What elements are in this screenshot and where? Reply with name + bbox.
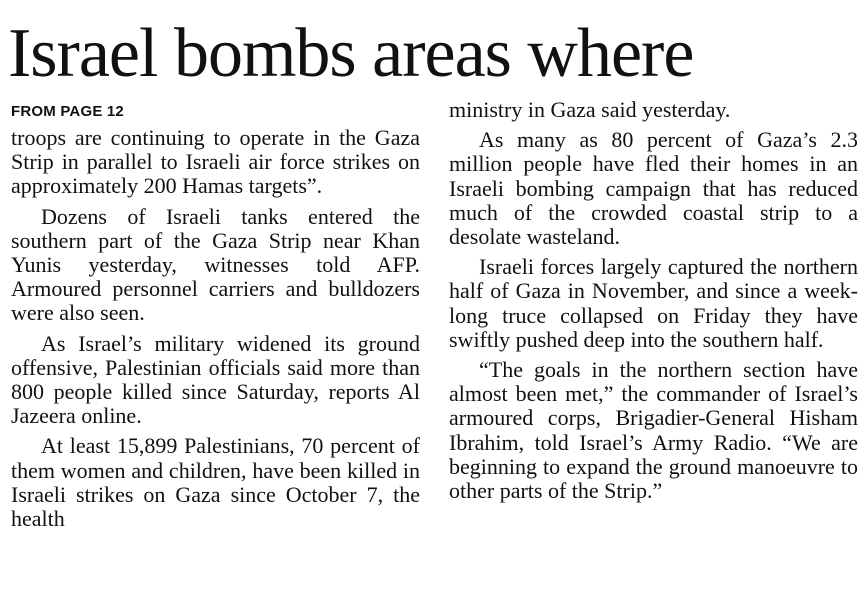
paragraph: ministry in Gaza said yesterday. xyxy=(449,97,731,122)
paragraph: At least 15,899 Palestinians, 70 percent of them women and children, have been killed in Israeli strikes on Gaza since October 7, the health xyxy=(11,433,420,532)
continuation-kicker: FROM PAGE 12 xyxy=(11,103,124,120)
article-column-left xyxy=(11,98,420,537)
paragraph: As Israel’s military widened its ground offensive, Palestinian officials said more than 800 people killed since Saturday, reports Al Jazeera online. xyxy=(11,330,420,429)
paragraph: Dozens of Israeli tanks entered the southern part of the Gaza Strip near Khan Yunis yesterday, witnesses told AFP. Armoured personnel carriers and bulldozers were also seen. xyxy=(11,203,420,326)
paragraph: “The goals in the northern section have almost been met,” the commander of Israel’s armoured corps, Brigadier-General Hisham Ibrahim, told Israel’s Army Radio. “We are beginning to expand the ground manoeuvre to other parts of the Strip.” xyxy=(449,357,858,504)
paragraph: troops are continuing to operate in the Gaza Strip in parallel to Israeli air force strikes on approximately 200 Hamas targets”. xyxy=(11,125,420,199)
paragraph: Israeli forces largely captured the northern half of Gaza in November, and since a week-long truce collapsed on Friday they have swiftly pushed deep into the southern half. xyxy=(449,254,858,352)
paragraph: As many as 80 percent of Gaza’s 2.3 million people have fled their homes in an Israeli bombing campaign that has reduced much of the crowded coastal strip to a desolate wasteland. xyxy=(449,127,858,250)
headline: Israel bombs areas where xyxy=(8,15,694,92)
article-column-right xyxy=(449,98,858,509)
